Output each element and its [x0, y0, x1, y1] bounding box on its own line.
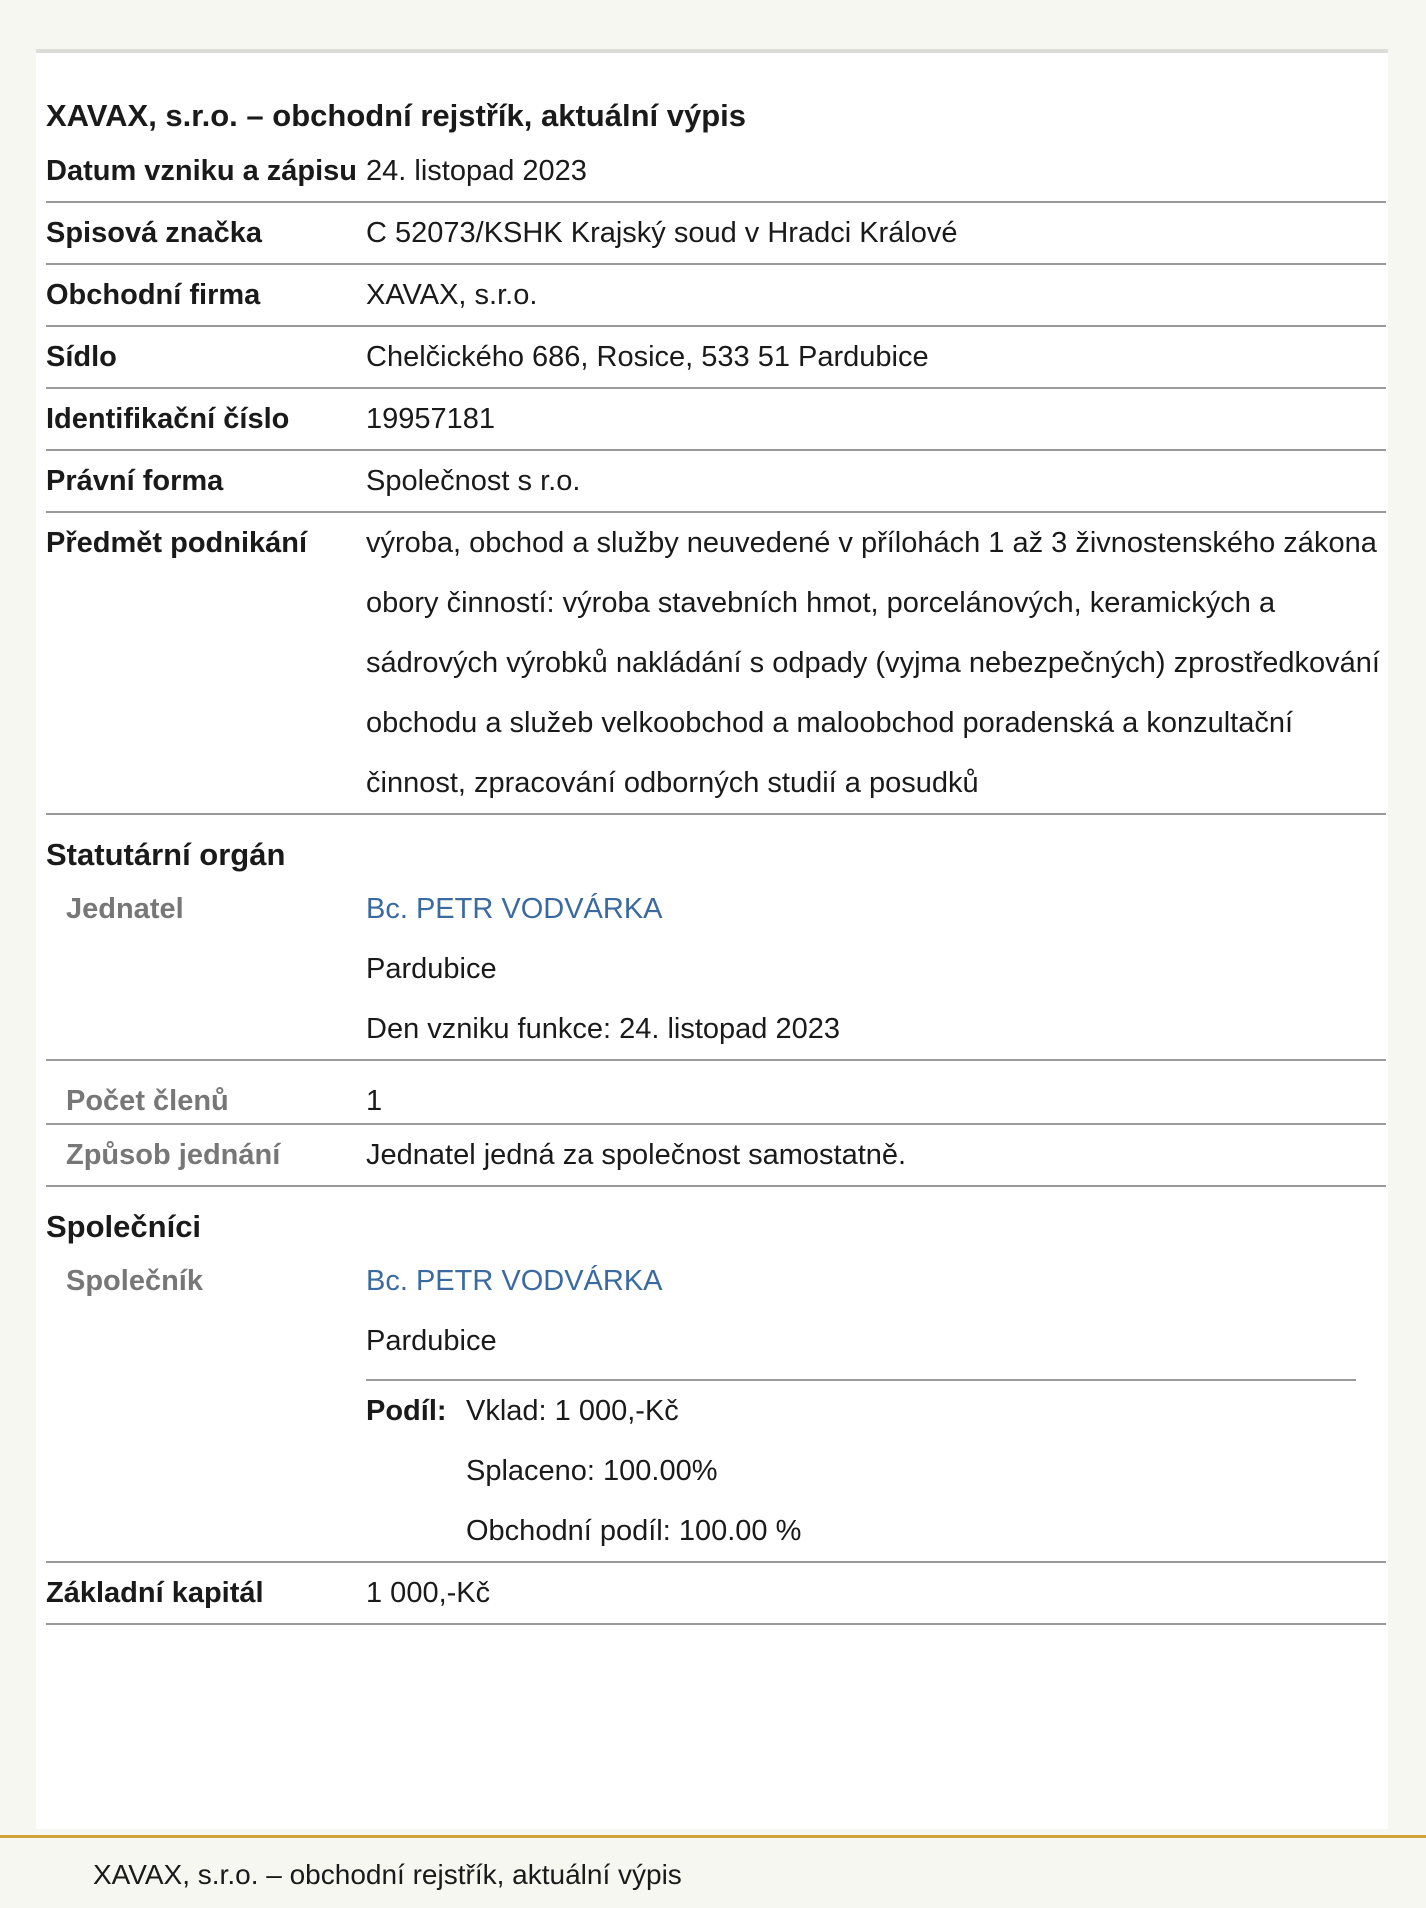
section-spolecnici: Společníci — [46, 1209, 202, 1244]
row-label: Počet členů — [66, 1085, 229, 1117]
registry-card — [36, 49, 1388, 1829]
row-label: Společník — [66, 1265, 203, 1297]
share-paid: Splaceno: 100.00% — [466, 1455, 718, 1487]
row-label: Obchodní firma — [46, 279, 261, 311]
row-jednatel — [46, 879, 1386, 1061]
row-label: Jednatel — [66, 893, 184, 925]
share-table — [366, 1379, 1356, 1561]
row-pravni-forma — [46, 451, 1386, 513]
row-label: Identifikační číslo — [46, 403, 290, 435]
row-value: 1 000,-Kč — [366, 1577, 491, 1609]
row-label: Způsob jednání — [66, 1139, 281, 1171]
row-pocet-clenu — [46, 1061, 1386, 1125]
row-label: Datum vzniku a zápisu — [46, 155, 358, 187]
row-predmet-podnikani — [46, 513, 1386, 815]
director-since: Den vzniku funkce: 24. listopad 2023 — [366, 1013, 840, 1045]
row-value: Jednatel jedná za společnost samostatně. — [366, 1139, 907, 1171]
row-obchodni-firma — [46, 265, 1386, 327]
row-spolecnik — [46, 1251, 1386, 1563]
row-datum-vzniku — [46, 141, 1386, 203]
section-statutarni-organ: Statutární orgán — [46, 837, 286, 872]
row-label: Spisová značka — [46, 217, 262, 249]
share-deposit: Vklad: 1 000,-Kč — [466, 1395, 679, 1427]
row-label: Právní forma — [46, 465, 224, 497]
row-zpusob-jednani — [46, 1125, 1386, 1187]
row-zakladni-kapital — [46, 1563, 1386, 1625]
director-city: Pardubice — [366, 953, 497, 985]
row-label: Předmět podnikání — [46, 527, 308, 559]
row-value — [366, 1251, 1386, 1561]
row-value: 19957181 — [366, 403, 496, 435]
row-value: 24. listopad 2023 — [366, 155, 587, 187]
row-label: Základní kapitál — [46, 1577, 264, 1609]
share-business: Obchodní podíl: 100.00 % — [466, 1515, 802, 1547]
partner-city: Pardubice — [366, 1325, 497, 1357]
director-name-link[interactable]: Bc. PETR VODVÁRKA — [366, 893, 663, 925]
footer-rule — [0, 1835, 1426, 1838]
row-spisova-znacka — [46, 203, 1386, 265]
row-value: výroba, obchod a služby neuvedené v přílohách 1 až 3 živnostenského zákona obory činností: výroba stavebních hmot, porcelánových, keramických a sádrových výrobků nakládání s odpady (vyjma nebezpečných) zprostředkování obchodu a služeb velkoobchod a maloobchod poradenská a konzultační činnost, zpracování odborných studií a posudků — [366, 527, 1380, 799]
page-title: XAVAX, s.r.o. – obchodní rejstřík, aktuální výpis — [46, 98, 746, 133]
partner-name-link[interactable]: Bc. PETR VODVÁRKA — [366, 1265, 663, 1297]
row-value: 1 — [366, 1085, 383, 1117]
row-ico — [46, 389, 1386, 451]
share-values — [466, 1381, 1356, 1561]
registry-content — [46, 93, 1386, 1625]
footer-title: XAVAX, s.r.o. – obchodní rejstřík, aktuální výpis — [93, 1859, 682, 1890]
row-value: Chelčického 686, Rosice, 533 51 Pardubice — [366, 341, 929, 373]
row-label: Sídlo — [46, 341, 117, 373]
share-label: Podíl: — [366, 1395, 447, 1427]
row-sidlo — [46, 327, 1386, 389]
row-value: Společnost s r.o. — [366, 465, 581, 497]
row-value — [366, 879, 1386, 1059]
row-value: C 52073/KSHK Krajský soud v Hradci Králové — [366, 217, 958, 249]
row-value: XAVAX, s.r.o. — [366, 279, 538, 311]
